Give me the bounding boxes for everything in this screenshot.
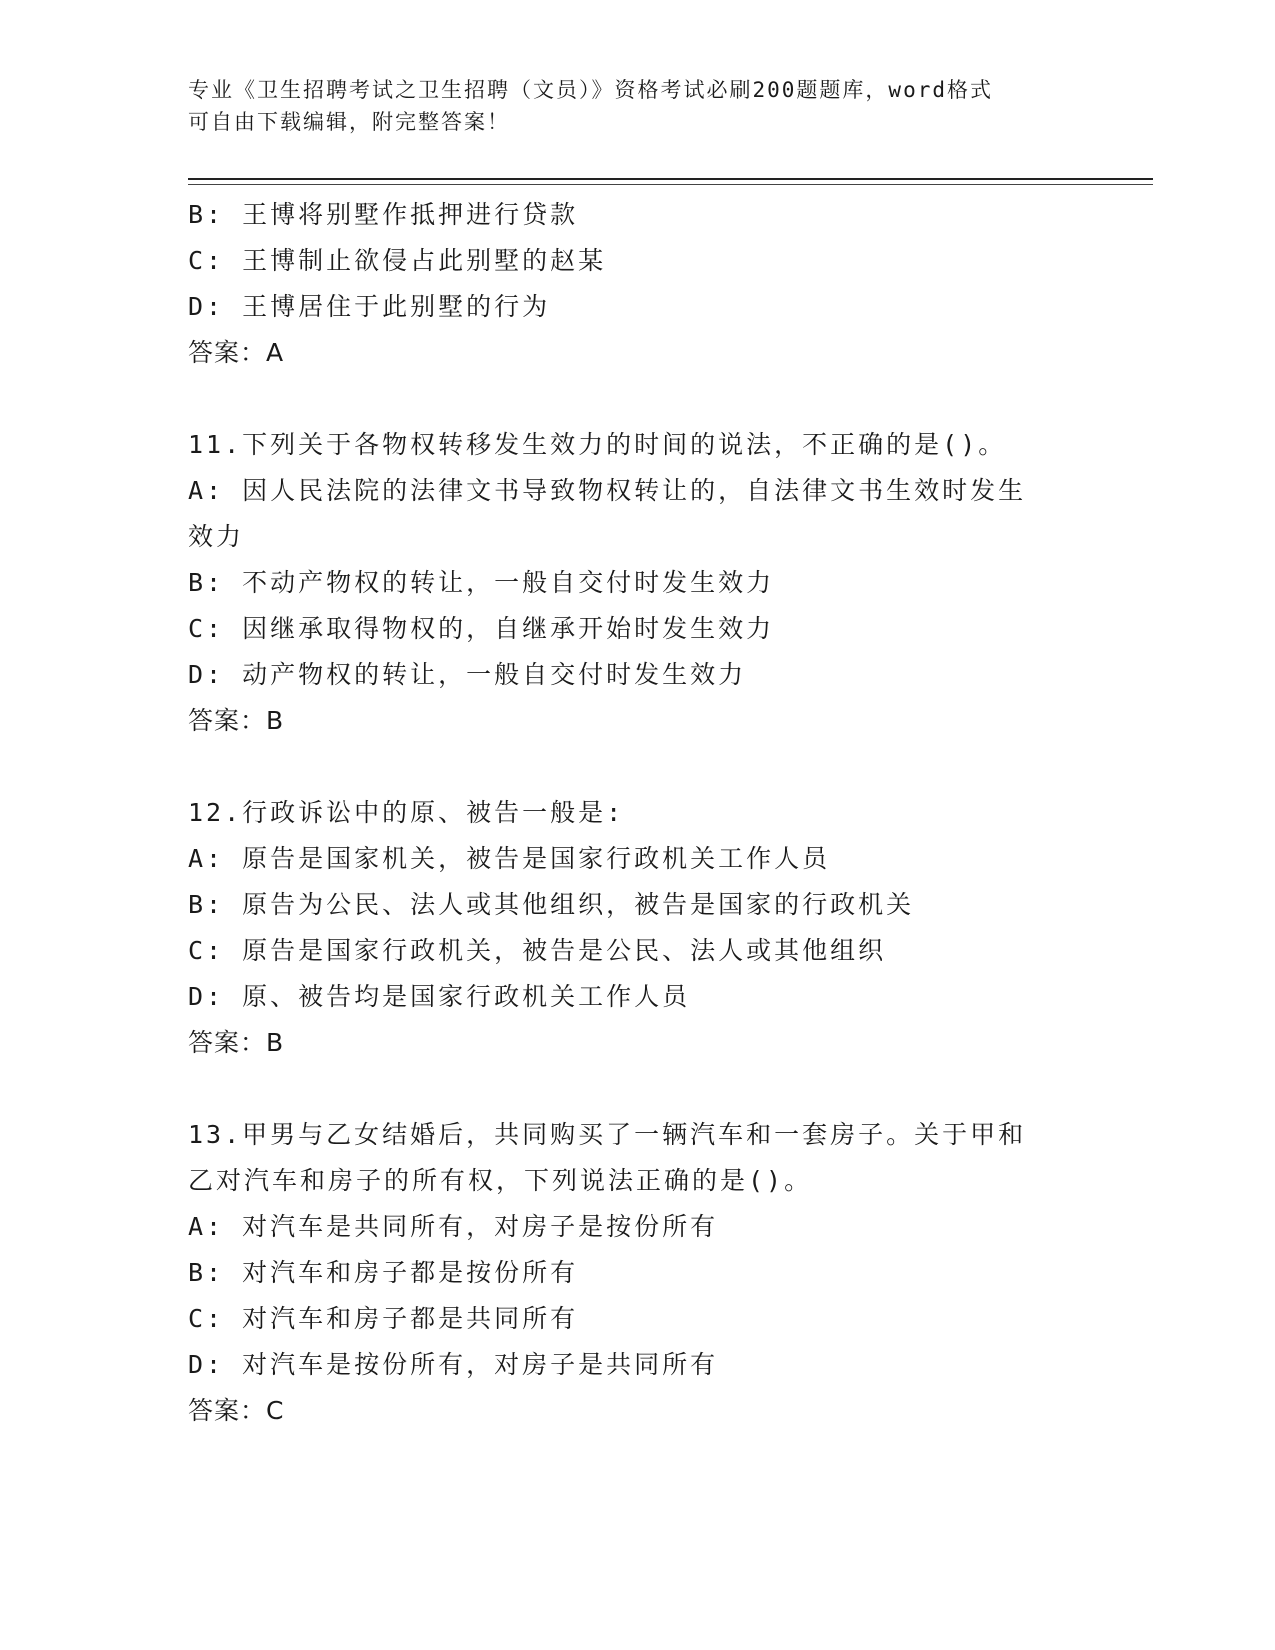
prev-question-tail [188, 192, 1088, 376]
question-13 [188, 1112, 1088, 1434]
header-line-2: 可自由下载编辑，附完整答案！ [188, 110, 510, 134]
question-stem: 13.甲男与乙女结婚后，共同购买了一辆汽车和一套房子。关于甲和乙对汽车和房子的所有权，下列说法正确的是()。 [188, 1120, 1027, 1195]
option-a: A: 对汽车是共同所有，对房子是按份所有 [188, 1212, 719, 1241]
document-header [188, 74, 1088, 138]
answer-line: 答案：B [188, 706, 285, 735]
header-line-1: 专业《卫生招聘考试之卫生招聘（文员）》资格考试必刷200题题库，word格式 [188, 78, 993, 102]
option-c: C: 原告是国家行政机关，被告是公民、法人或其他组织 [188, 936, 887, 965]
header-rule-thin [188, 184, 1153, 185]
question-11 [188, 422, 1088, 744]
option-d: D: 对汽车是按份所有，对房子是共同所有 [188, 1350, 719, 1379]
option-c: C: 因继承取得物权的，自继承开始时发生效力 [188, 614, 775, 643]
question-stem: 11.下列关于各物权转移发生效力的时间的说法，不正确的是()。 [188, 430, 1007, 459]
option-b: B: 对汽车和房子都是按份所有 [188, 1258, 579, 1287]
option-d: D: 原、被告均是国家行政机关工作人员 [188, 982, 691, 1011]
answer-line: 答案：B [188, 1028, 285, 1057]
spacer [188, 1066, 1088, 1112]
option-c: C: 对汽车和房子都是共同所有 [188, 1304, 579, 1333]
question-content [188, 192, 1088, 1434]
answer-line: 答案：A [188, 338, 285, 367]
header-rule-thick [188, 178, 1153, 180]
question-12 [188, 790, 1088, 1066]
option-b: B: 不动产物权的转让，一般自交付时发生效力 [188, 568, 775, 597]
option-c: C: 王博制止欲侵占此别墅的赵某 [188, 246, 607, 275]
question-stem: 12.行政诉讼中的原、被告一般是: [188, 798, 625, 827]
option-a: A: 原告是国家机关，被告是国家行政机关工作人员 [188, 844, 831, 873]
option-d: D: 动产物权的转让，一般自交付时发生效力 [188, 660, 747, 689]
option-b: B: 原告为公民、法人或其他组织，被告是国家的行政机关 [188, 890, 915, 919]
option-b: B: 王博将别墅作抵押进行贷款 [188, 200, 579, 229]
spacer [188, 376, 1088, 422]
option-a: A: 因人民法院的法律文书导致物权转让的，自法律文书生效时发生效力 [188, 476, 1027, 551]
answer-line: 答案：C [188, 1396, 285, 1425]
option-d: D: 王博居住于此别墅的行为 [188, 292, 551, 321]
spacer [188, 744, 1088, 790]
